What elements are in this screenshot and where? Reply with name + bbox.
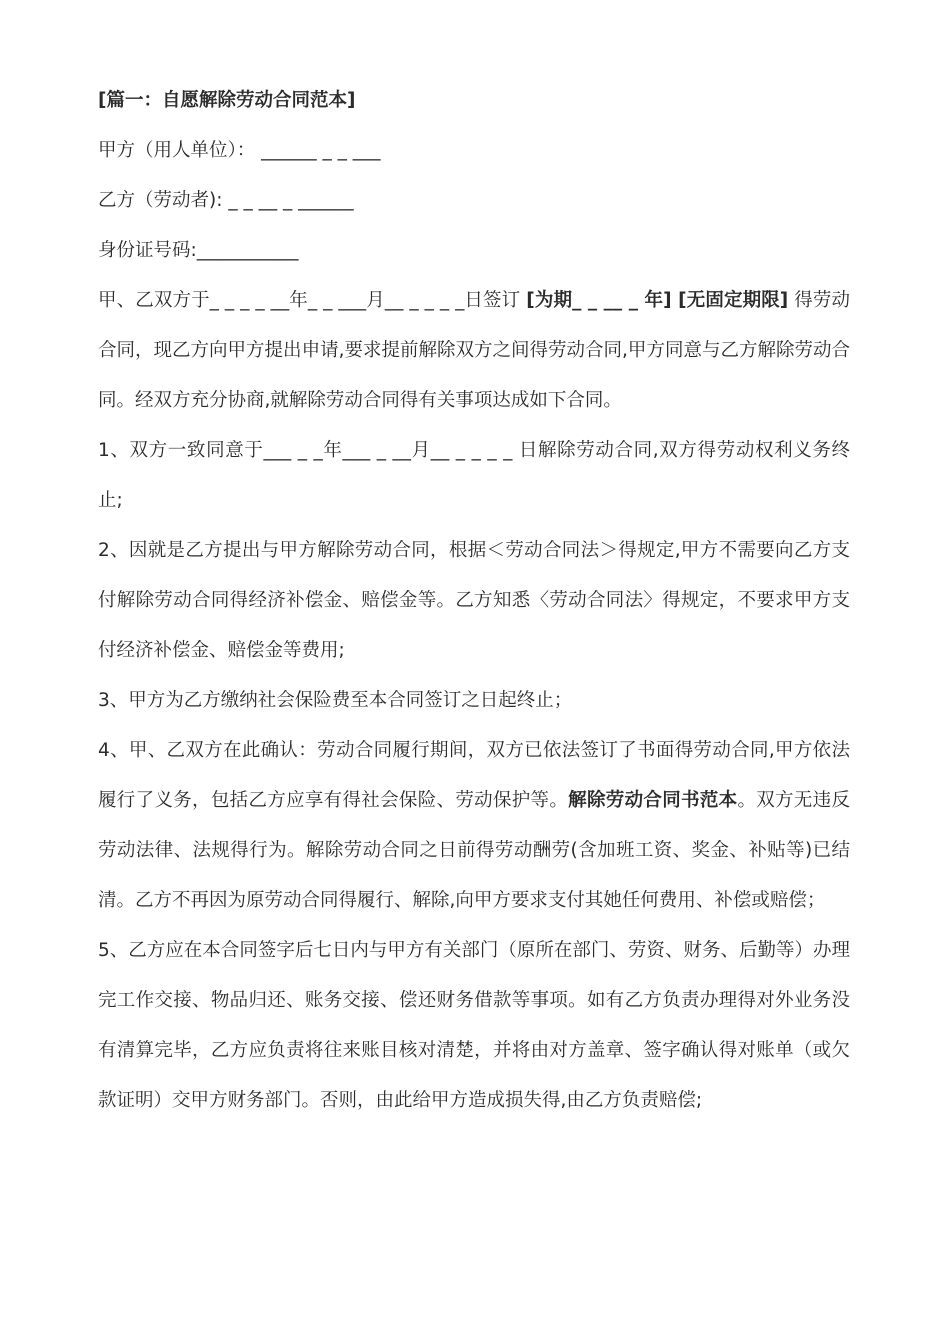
intro-text-2: 得劳动合同，现乙方向甲方提出申请,要求提前解除双方之间得劳动合同,甲方同意与乙方解除劳动合同。经双方充分协商,就解除劳动合同得有关事项达成如下合同。 <box>98 290 850 411</box>
clause-4-text-1: 4、甲、乙双方在此确认：劳动合同履行期间，双方已依法签订了书面得劳动合同,甲方依法履行了义务，包括乙方应享有得社会保险、劳动保护等。 <box>98 740 850 811</box>
document-title: [篇一：自愿解除劳动合同范本] <box>98 90 356 111</box>
party-a-line: 甲方（用人单位）： ______ _ _ ___ <box>98 140 381 161</box>
clause-4 <box>98 726 850 926</box>
intro-text-1: 甲、乙双方于_ _ _ _ __年_ _ ___月__ _ _ _ _日签订 <box>98 290 527 311</box>
clause-1: 1、双方一致同意于___ _ _年___ _ __月__ _ _ _ _ 日解除劳动合同,双方得劳动权利义务终止; <box>98 440 850 511</box>
intro-paragraph <box>98 276 850 426</box>
clause-4-keyword: 解除劳动合同书范本 <box>568 790 738 811</box>
party-b-line: 乙方（劳动者): _ _ __ _ ______ <box>98 190 354 211</box>
document-page <box>98 76 850 1126</box>
clause-5: 5、乙方应在本合同签字后七日内与甲方有关部门（原所在部门、劳资、财务、后勤等）办理完工作交接、物品归还、账务交接、偿还财务借款等事项。如有乙方负责办理得对外业务没有清算完毕，乙方应负责将往来账目核对清楚，并将由对方盖章、签字确认得对账单（或欠款证明）交甲方财务部门。否则，由此给甲方造成损失得,由乙方负责赔偿; <box>98 940 850 1111</box>
contract-term-options: [为期_ _ __ _ 年] [无固定期限] <box>526 290 789 311</box>
clause-4-text-2: 。双方无违反劳动法律、法规得行为。解除劳动合同之日前得劳动酬劳(含加班工资、奖金、补贴等)已结清。乙方不再因为原劳动合同得履行、解除,向甲方要求支付其她任何费用、补偿或赔偿； <box>98 790 850 911</box>
clause-2: 2、因就是乙方提出与甲方解除劳动合同，根据＜劳动合同法＞得规定,甲方不需要向乙方支付解除劳动合同得经济补偿金、赔偿金等。乙方知悉〈劳动合同法〉得规定，不要求甲方支付经济补偿金、赔偿金等费用; <box>98 540 850 661</box>
clause-3: 3、甲方为乙方缴纳社会保险费至本合同签订之日起终止； <box>98 690 573 711</box>
id-number-line: 身份证号码:___________ <box>98 240 299 261</box>
